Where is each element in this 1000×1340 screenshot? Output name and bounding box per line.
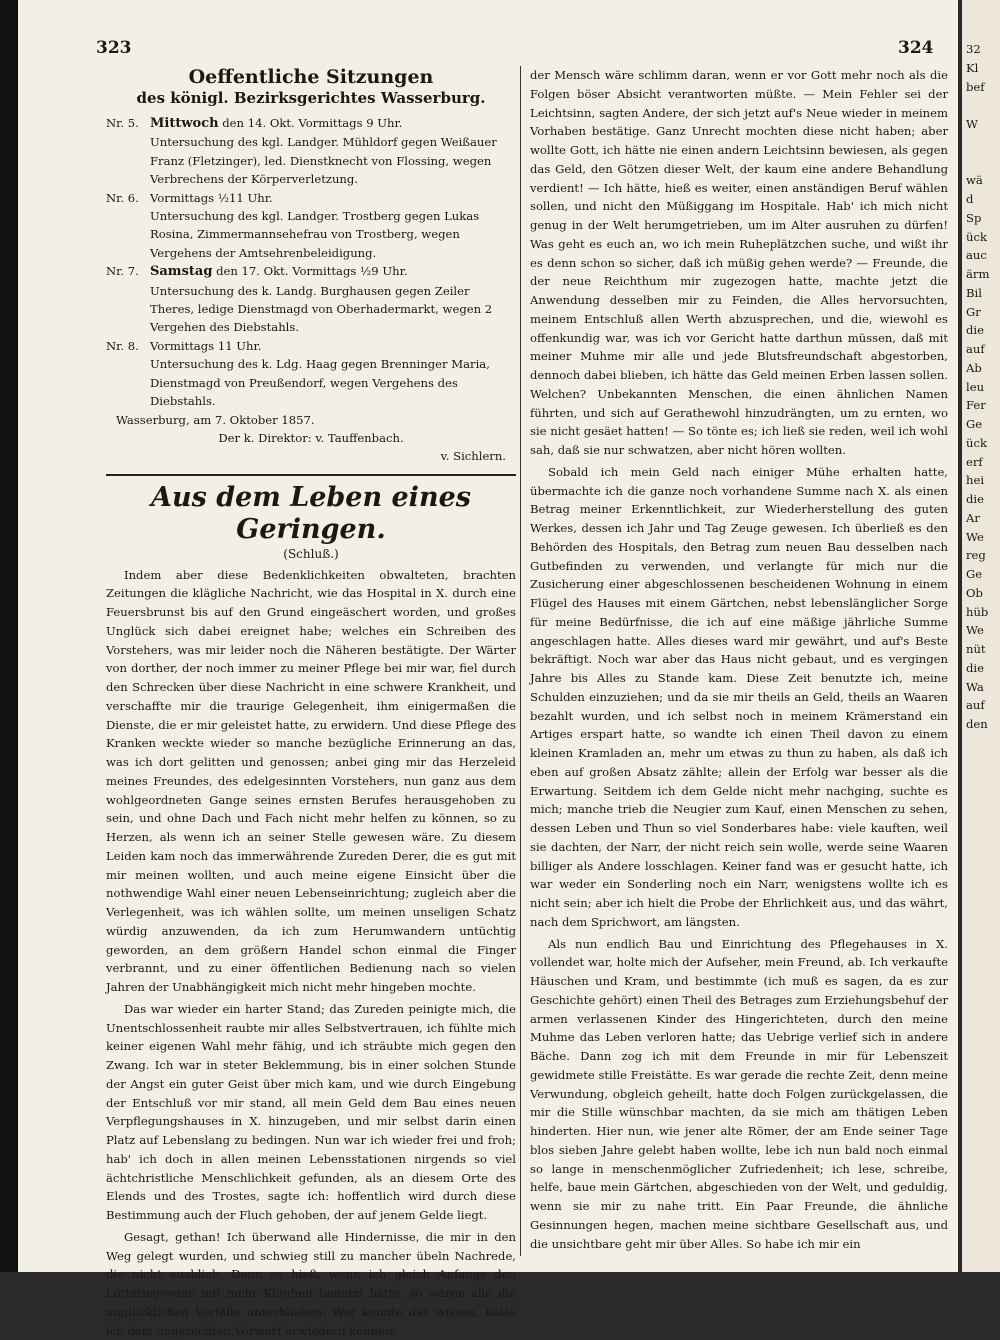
entry-time: den 14. Okt. Vormittags 9 Uhr. [222,116,403,130]
next-page-fragment: wä [966,173,983,188]
next-page-fragment: ück [966,435,987,450]
next-page-fragment: leu [966,379,985,394]
next-page-fragments [962,0,1000,734]
notice-entry [106,262,516,337]
next-page-fragment: Ge [966,417,983,431]
article-paragraph: Sobald ich mein Geld nach einiger Mühe erhalten hatte, übermachte ich die ganze noch vorhandene Summe nach X. als einen Betrag meiner Erkenntlichkeit, zur Wiederherstellung des guten Werkes, dessen ich Jahr und Tag Zeuge gewesen. Ich überließ es den Behörden des Hospitals, den Betrag zum neuen Bau desselben nach Gutbefinden zu verwenden, und verlangte für mich nur die Zusicherung einer abgeschlossenen bescheidenen Wohnung in einem Flügel des Hauses mit einem Gärtchen, nebst lebenslänglicher Sorge für meine Bedürfnisse, die ich auf eine mäßige jährliche Summe angeschlagen hatte. Alles dieses ward mir gewährt, und auf's Beste bekräftigt. Noch war aber das Haus nicht gebaut, und es vergingen Jahre bis Alles zu Stande kam. Diese Zeit benutzte ich, meine Schulden einzuziehen; und da sie mir theils an Geld, theils an Waaren bezahlt wurden, und ich selbst noch in meinem Krämerstand ein Artiges erspart hatte, so wandte ich einen Theil davon zu einem kleinen Kramladen an, mehr um etwas zu thun zu haben, als daß ich eben auf großen Absatz zählte; allein der Erfolg war besser als die Erwartung. Seitdem ich dem Gelde nicht mehr nachging, suchte es mich; manche trieb die Neugier zum Kauf, einen Menschen zu sehen, dessen Leben und Thun so viel Sonderbares habe: viele kauften, weil sie dachten, der Narr, der nicht reich sein wolle, werde seine Waaren billiger als Andere losschlagen. Keiner fand was er gesucht hatte, ich war weder ein Sonderling noch ein Narr, wenigstens wollte ich es nicht sein; aber ich hielt die Probe der Ehrlichkeit aus, und das währt, nach dem Sprichwort, am längsten. [530,464,948,929]
next-page-fragment: hüb [966,604,989,619]
section-rule [106,474,516,476]
entry-day: Samstag [150,264,213,280]
next-page-fragment: Fer [966,398,986,413]
entry-time: Vormittags ½11 Uhr. [150,190,273,205]
next-page-fragment: We [966,623,984,638]
next-page-fragment: Ob [966,585,983,600]
entry-text: Untersuchung des k. Landg. Burghausen gegen Zeiler Theres, ledige Dienstmagd von Oberhadermarkt, wegen 2 Vergehen des Diebstahls. [150,283,493,335]
next-page-fragment: die [966,492,984,506]
next-page-fragment: d [966,192,974,206]
next-page-fragment: 32 [966,42,981,56]
article-paragraph: der Mensch wäre schlimm daran, wenn er vor Gott mehr noch als die Folgen böser Absicht verantworten müßte. — Mein Fehler sei der Leichtsinn, sagten Andere, der sich jetzt auf's Neue wieder in meinem Vorhaben bestätige. Ganz Unrecht mochten diese nicht haben; aber wollte Gott, ich hätte nie einen andern Leichtsinn bewiesen, als gegen das Geld, den Götzen dieser Welt, der kaum eine andere Behandlung verdient! — Ich hätte, hieß es weiter, einen anständigen Beruf wählen sollen, und nicht den Müßiggang im Hospitale. Hab' ich mich nicht genug in der Welt herumgetrieben, um im Alter ausruhen zu dürfen! Was geht es euch an, wo ich mein Ruheplätzchen suche, und wißt ihr es denn schon so sicher, daß ich müßig gehen werde? — Freunde, die der neue Reichthum mir zugezogen hatte, machte jetzt die Anwendung desselben mir zu Feinden, die Alles hervorsuchten, meinem Entschluß allen Werth abzusprechen, und die, wiewohl es offenkundig war, was ich vor Gericht hatte darthun müssen, daß mit meiner Muhme mir alle und jede Blutsfreundschaft abgestorben, dennoch dabei blieben, ich hätte das Geld meinen Erben lassen sollen. Welchen? Unbekannten Menschen, die einen ähnlichen Namen führten, und sich auf Gerathewohl hinzudrängten, um zu ernten, wo sie nicht gesäet hatten! — So tönte es; ich ließ sie reden, weil ich wohl sah, daß sie nur schwatzen, aber nicht hören wollten. [530,68,948,457]
article-title: Aus dem Leben eines Geringen. [151,481,471,545]
next-page-fragment: Ar [966,510,980,525]
left-column [106,66,516,1338]
next-page-fragment: ück [966,229,987,244]
next-page-edge [962,0,1000,1272]
entry-time: Vormittags 11 Uhr. [150,338,262,353]
entry-text: Untersuchung des kgl. Landger. Trostberg gegen Lukas Rosina, Zimmermannsehefrau von Trostberg, wegen Vergehens der Amtsehrenbeleidigung. [150,209,480,260]
next-page-fragment: ärm [966,267,990,281]
next-page-fragment: Kl [966,60,979,75]
page-number-left: 323 [96,38,132,58]
next-page-fragment: auf [966,698,985,713]
next-page-fragment: Gr [966,304,981,319]
next-page-fragment: den [966,717,988,731]
next-page-fragment: die [966,660,984,675]
next-page-fragment: Bil [966,285,982,300]
next-page-fragment: reg [966,548,986,563]
next-page-fragment: hei [966,473,985,488]
next-page-fragment: bef [966,79,985,94]
notice-signature: v. Sichlern. [440,449,506,464]
entry-number: Nr. 8. [106,338,139,353]
next-page-fragment: auf [966,342,985,356]
notice-subheading: des königl. Bezirksgerichtes Wasserburg. [136,89,486,107]
notice-entry [106,337,516,411]
next-page-fragment: erf [966,454,983,469]
newspaper-page-spread [18,0,958,1338]
entry-text: Untersuchung des k. Ldg. Haag gegen Brenninger Maria, Dienstmagd von Preußendorf, wegen Vergehens des Diebstahls. [150,357,490,409]
entry-number: Nr. 7. [106,264,139,279]
notice-director: Der k. Direktor: v. Tauffenbach. [218,430,404,445]
next-page-fragment: Sp [966,210,982,225]
article-paragraph: Indem aber diese Bedenklichkeiten obwalteten, brachten Zeitungen die klägliche Nachricht, wie das Hospital in X. durch eine Feuersbrunst bis auf den Grund eingeäschert worden, und großes Unglück sich dabei ereignet habe; welches ein Schreiben des Vorstehers, was mir leider noch die Näheren bestätigte. Der Wärter von dorther, der noch immer zu meiner Pflege bei mir war, fiel durch den Schrecken über diese Nachricht in eine schwere Krankheit, und verschaffte mir die traurige Gelegenheit, ihm einigermaßen die Dienste, die er mir geleistet hatte, zu erwidern. Und diese Pflege des Kranken weckte wieder so manche bezügliche Erinnerung an das, was ich dort gelitten und genossen; anbei ging mir das Herzeleid meines Freundes, des edelgesinnten Vorstehers, nun ganz aus dem wohlgeordneten Gange seines ernsten Berufes herausgehoben zu sein, und ohne Dach und Fach nicht mehr helfen zu können, so zu Herzen, als wenn ich an seiner Stelle gewesen wäre. Zu diesem Leiden kam noch das immerwährende Zureden Derer, die es gut mit mir meinen wollten, und auch meine eigene Einsicht über die nothwendige Wahl einer neuen Lebenseinrichtung; zugleich aber die Verlegenheit, was ich wählen sollte, um meinen unseligen Schatz würdig anzuwenden, da ich zum Herumwandern untüchtig geworden, an dem größern Handel schon einmal die Finger verbrannt, und zu einer öffentlichen Bedienung nach so vielen Jahren der Unabhängigkeit mich nicht mehr hingeben mochte. [106,567,516,995]
notice-entries [106,114,516,411]
binding-gutter [0,0,18,1272]
next-page-fragment: W [966,117,978,131]
article-subtitle: (Schluß.) [283,546,339,561]
next-page-fragment: Ge [966,567,983,581]
page-number-right: 324 [898,38,934,58]
entry-number: Nr. 6. [106,190,139,205]
next-page-fragment: auc [966,248,987,263]
right-column [530,66,948,1256]
notice-entry [106,114,516,189]
next-page-fragment: We [966,529,984,544]
next-page-fragment: Wa [966,679,984,694]
next-page-fragment: die [966,323,984,338]
article-paragraph: Das war wieder ein harter Stand; das Zureden peinigte mich, die Unentschlossenheit raubte mir alles Selbstvertrauen, ich fühlte mich keiner eigenen Wahl mehr fähig, und ich sträubte mich gegen den Zwang. Ich war in steter Beklemmung, bis in einer solchen Stunde der Angst ein guter Geist über mich kam, und wie durch Eingebung der Entschluß vor mir stand, all mein Geld dem Bau eines neuen Verpflegungshauses in X. hinzugeben, und mir selbst darin einen Platz auf Lebenslang zu bedingen. Nun war ich wieder frei und froh; hab' ich doch in allen meinen Lebensstationen nirgends so viel ächtchristliche Menschlichkeit gefunden, als an diesem Orte des Elends und des Trostes, sagte ich: hoffentlich wird durch diese Bestimmung auch der Fluch gehoben, der auf jenem Gelde liegt. [106,1001,516,1223]
notice-place-date: Wasserburg, am 7. Oktober 1857. [116,412,315,427]
column-divider [520,66,521,1256]
next-page-fragment: Ab [966,360,982,375]
article-paragraph: Gesagt, gethan! Ich überwand alle Hindernisse, die mir in den Weg gelegt wurden, und schwieg still zu mancher übeln Nachrede, die nicht ausblieb. Denn es hieß, wenn ich gleich Anfangs den Lotteriegewinn mit mehr Klugheit benutzt hätte, so wären alle die unglücklichen Vorfälle unterblieben. Wer konnte das wissen, hätte ich dem ungerechten Vorwurf erwiedern können; [106,1229,516,1338]
next-page-fragment [962,134,1000,153]
next-page-fragment: nüt [966,642,986,656]
next-page-fragment [962,153,1000,172]
entry-time: den 17. Okt. Vormittags ½9 Uhr. [216,264,408,279]
notice-heading: Oeffentliche Sitzungen [188,66,434,88]
entry-number: Nr. 5. [106,116,139,130]
notice-entry [106,189,516,263]
entry-day: Mittwoch [150,116,219,131]
article-paragraph: Als nun endlich Bau und Einrichtung des Pflegehauses in X. vollendet war, holte mich der Aufseher, mein Freund, ab. Ich verkaufte Häuschen und Kram, und bestimmte (ich muß es sagen, da es zur Geschichte gehört) einen Theil des Betrages zum Erziehungsbehuf der armen verlassenen Kinder des Hingerichteten, durch den meine Muhme das Leben verloren hatte; das Uebrige verlief sich in andere Bäche. Dann zog ich mit dem Freunde in mir für Lebenszeit gewidmete stille Freistätte. Es war gerade die rechte Zeit, denn meine Verwundung, obgleich geheilt, hatte doch Folgen zurückgelassen, die mir die Stille wünschbar machten, da sie mich am thätigen Leben hinderten. Hier nun, wie jener alte Römer, der am Ende seiner Tage blos sieben Jahre gelebt haben wollte, lebe ich nun bald noch einmal so lange in menschenmöglicher Zufriedenheit; ich lese, schreibe, helfe, baue mein Gärtchen, abgeschieden von der Welt, und geduldig, wenn sie mir zu nahe tritt. Ein Paar Freunde, die ähnliche Gesinnungen hegen, machen meine sichtbare Gesellschaft aus, und die unsichtbare geht mir über Alles. So habe ich mir ein [530,936,948,1251]
entry-text: Untersuchung des kgl. Landger. Mühldorf gegen Weißauer Franz (Fletzinger), led. Dienstknecht von Flossing, wegen Verbrechens der Körperverletzung. [150,135,497,187]
next-page-fragment [962,96,1000,115]
